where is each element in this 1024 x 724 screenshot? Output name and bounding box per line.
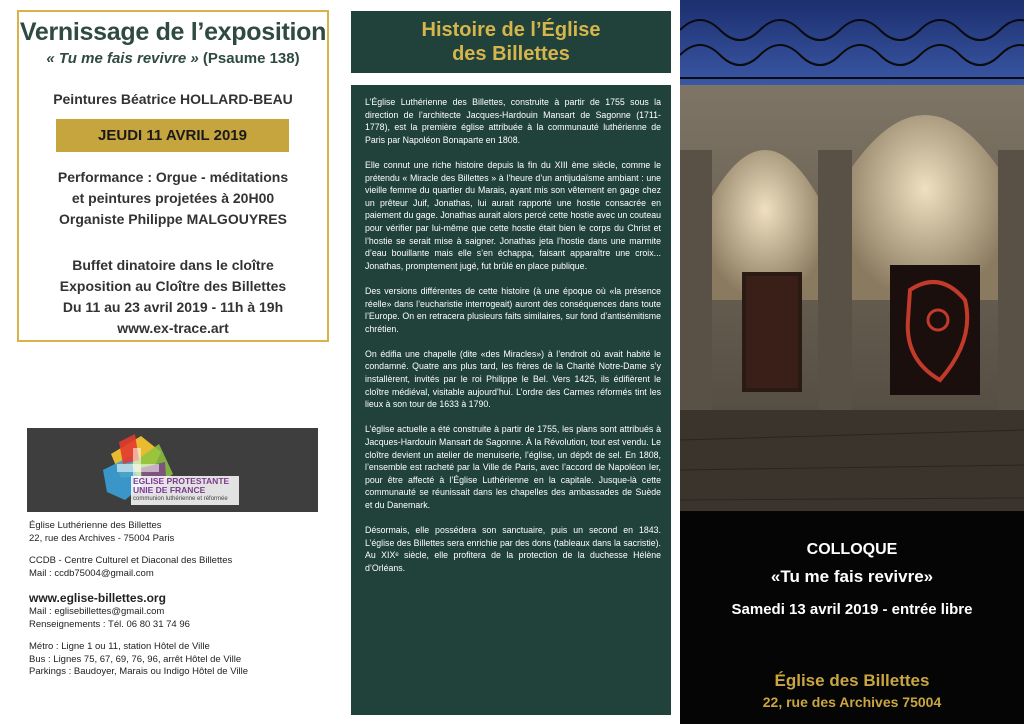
vernissage-title: Vernissage de l’exposition [19, 18, 327, 46]
history-paragraph: On édifia une chapelle (dite «des Miracles») à l’endroit où avait habité le condamné. Quatre ans plus tard, les frères de la Charité Notre-Dame s’y installèrent, invités par le roi Philippe le Bel. Vers 1425, ils édifièrent le cloître médiéval, visitable aujourd’hui. L’ordre des Carmes réformés tint les lieux à son tour de 1633 à 1790. [365, 348, 661, 410]
ccdb-mail: Mail : ccdb75004@gmail.com [29, 567, 154, 579]
church-mail: Mail : eglisebillettes@gmail.com [29, 606, 165, 617]
info-line: Du 11 au 23 avril 2019 - 11h à 19h [62, 299, 284, 315]
info-line: Exposition au Cloître des Billettes [59, 278, 287, 294]
performance-info [19, 167, 327, 230]
exhibition-website: www.ex-trace.art [117, 320, 229, 336]
history-title-line2: des Billettes [452, 43, 570, 65]
vernissage-subtitle-ref: (Psaume 138) [202, 50, 300, 67]
info-line: Buffet dinatoire dans le cloître [72, 257, 274, 273]
cloister-photo [680, 0, 1024, 511]
exhibition-info [19, 255, 327, 339]
date-badge: JEUDI 11 AVRIL 2019 [56, 119, 289, 152]
performance-line: et peintures projetées à 20H00 [71, 190, 275, 206]
logo-line3: communion luthérienne et réformée [133, 496, 228, 502]
history-title [351, 11, 671, 73]
vernissage-subtitle-quote: « Tu me fais revivre » [46, 50, 199, 67]
metro-info: Métro : Ligne 1 ou 11, station Hôtel de Ville [29, 641, 210, 652]
history-paragraph: Des versions différentes de cette histoire (à une époque où «la présence réelle» dans l’eucharistie interrogeait) auront des conséquences dans toute l’Europe. On en retracera plusieurs faits similaires, sur fond d’antisémitisme chrétien. [365, 285, 661, 334]
history-paragraph: L’Église Luthérienne des Billettes, construite à partir de 1755 sous la direction de l’architecte Jacques-Hardouin Mansart de Sagonne (1711-1778), est la première église attribuée à la communauté luthérienne de Paris par Napoléon Bonaparte en 1808. [365, 97, 661, 145]
epudf-logo [101, 434, 237, 504]
history-paragraph: Désormais, elle possédera son sanctuaire, puis un second en 1843. L’église des Billettes sera enrichie par des dons (tableaux dans la sacristie). Au XIXᵉ siècle, elle profitera de la protection de la duchesse Hélène d’Orléans. [365, 525, 661, 573]
vernissage-subtitle [19, 50, 327, 67]
cloister-illustration [680, 0, 1024, 511]
vernissage-panel [17, 10, 329, 342]
logo-line1: EGLISE PROTESTANTE [133, 476, 230, 486]
logo-line2: UNIE DE FRANCE [133, 485, 206, 495]
epudf-logo-text [131, 476, 239, 505]
church-address: 22, rue des Archives - 75004 Paris [29, 532, 175, 544]
bus-info: Bus : Lignes 75, 67, 69, 76, 96, arrêt Hôtel de Ville [29, 653, 242, 665]
logo-banner [27, 428, 318, 512]
contact-block [29, 520, 329, 679]
colloque-subtitle: «Tu me fais revivre» [770, 567, 934, 586]
colloque-date: Samedi 13 avril 2019 - entrée libre [731, 601, 973, 618]
colloque-panel [680, 511, 1024, 724]
church-website[interactable]: www.eglise-billettes.org [29, 591, 166, 605]
performance-line: Performance : Orgue - méditations [57, 169, 289, 185]
ccdb-name: CCDB - Centre Culturel et Diaconal des Billettes [29, 555, 233, 566]
colloque-title: COLLOQUE [806, 541, 898, 558]
colloque-address: 22, rue des Archives 75004 [762, 694, 942, 710]
history-text [351, 85, 671, 715]
performance-line: Organiste Philippe MALGOUYRES [59, 211, 287, 227]
painter-credit: Peintures Béatrice HOLLARD-BEAU [53, 91, 293, 107]
history-title-line1: Histoire de l’Église [421, 19, 601, 41]
church-name: Église Luthérienne des Billettes [29, 520, 162, 531]
history-paragraph: L’église actuelle a été construite à partir de 1755, les plans sont attribués à Jacques-Hardouin Mansart de Sagonne. À la Révolution, tout est vendu. Le cloître devient un atelier de menuiserie, l’église, un dépôt de sel. En 1808, l’ensemble est racheté par la Ville de Paris, avec l’accord de Napoléon Ier, pour être affecté à l’Église Luthérienne en la capitale. Jusque-là cette communauté se réunissait dans les chapelles des ambassades de Suède et du Danemark. [365, 424, 661, 510]
history-paragraph: Elle connut une riche histoire depuis la fin du XIII ème siècle, comme le prétendu « Miracle des Billettes » à l’heure d’un antijudaïsme ambiant : une vieille femme du quartier du Marais, ayant mis son vêtement en gage chez un prêteur Juif, Jonathas, lui aurait rapporté une hostie consacrée en paiement du gage. Jonathas aurait alors percé cette hostie avec un couteau pour vérifier par lui-même que cette hostie était bien le corps du Christ et l’hostie se serait mise à saigner. Jonathas jeta l’hostie dans une marmite d’eau bouillante mais elle s’en échappa, faisant apparaître une croix... Jonathas, promptement jugé, fut brûlé en place publique. [365, 159, 661, 271]
parking-info: Parkings : Baudoyer, Marais ou Indigo Hôtel de Ville [29, 666, 248, 677]
church-phone: Renseignements : Tél. 06 80 31 74 96 [29, 618, 190, 630]
colloque-place: Église des Billettes [774, 671, 930, 690]
